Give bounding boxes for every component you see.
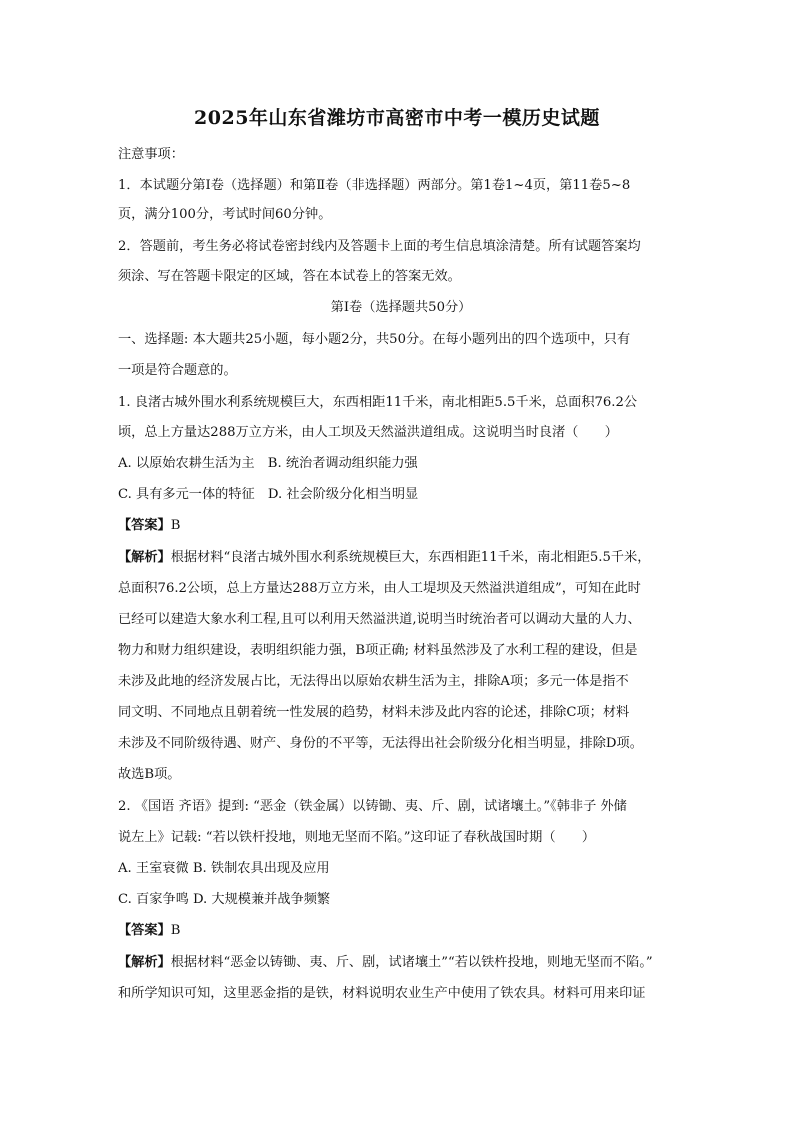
q1-analysis-line-3: 已经可以建造大象水利工程,且可以利用天然溢洪道,说明当时统治者可以调动大量的人力、: [118, 612, 641, 627]
notice-item-1-line-1: 1．本试题分第Ⅰ卷（选择题）和第Ⅱ卷（非选择题）两部分。第1卷1~4页，第11卷5~8: [118, 178, 631, 193]
notice-heading: 注意事项：: [118, 147, 184, 162]
q2-analysis-line-1: [118, 954, 684, 972]
q2-stem-line-2: 说左上》记载: “若以铁杆投地，则地无坚而不陷。”这印证了春秋战国时期（ ）: [118, 830, 596, 845]
q1-stem-line-1: 1. 良渚古城外围水利系统规模巨大，东西相距11千米，南北相距5.5千米，总面积76.2公: [118, 395, 638, 410]
page-title: 2025年山东省潍坊市高密市中考一模历史试题: [194, 107, 600, 129]
q1-analysis-line-1: [118, 549, 684, 567]
q1-analysis-line-2: 总面积76.2公顷，总上方量达288万立方米，由人工堤坝及天然溢洪道组成”，可知在此时: [118, 581, 641, 596]
q2-analysis-text-1: 根据材料“恶金以铸锄、夷、斤、剧，试诸壤土”“若以铁杵投地，则地无坚而不陷。”: [170, 955, 653, 970]
q2-answer-label: 【答案】: [118, 923, 171, 938]
notice-item-2-line-1: 2．答题前，考生务必将试卷密封线内及答题卡上面的考生信息填涂清楚。所有试题答案均: [118, 239, 641, 254]
q1-analysis-line-8: 故选B项。: [118, 767, 181, 782]
q2-options-line-1: A. 王室衰微 B. 铁制农具出现及应用: [118, 861, 330, 876]
q2-answer: [118, 922, 684, 940]
section-title: 第Ⅰ卷（选择题共50分）: [330, 300, 472, 315]
q1-answer: [118, 517, 684, 535]
q1-stem-line-2: 顷，总上方量达288万立方米，由人工坝及天然溢洪道组成。这说明当时良渚（ ）: [118, 425, 618, 440]
section-intro-line-2: 一项是符合题意的。: [118, 363, 237, 378]
q1-analysis-label: 【解析】: [118, 550, 171, 565]
notice-item-2-line-2: 须涂、写在答题卡限定的区域，答在本试卷上的答案无效。: [118, 269, 461, 284]
q1-answer-label: 【答案】: [118, 518, 171, 533]
q2-analysis-label: 【解析】: [118, 955, 171, 970]
q2-analysis-line-2: 和所学知识可知，这里恶金指的是铁，材料说明农业生产中使用了铁农具。材料可用来印证: [118, 986, 646, 1001]
q1-options-line-2: C. 具有多元一体的特征 D. 社会阶级分化相当明显: [118, 487, 419, 502]
q1-options-line-1: A. 以原始农耕生活为主 B. 统治者调动组织能力强: [118, 456, 418, 471]
q2-options-line-2: C. 百家争鸣 D. 大规模兼并战争频繁: [118, 892, 331, 907]
q2-answer-value: B: [170, 923, 181, 938]
q1-answer-value: B: [170, 518, 181, 533]
q2-stem-line-1: 2. 《国语 齐语》提到: “恶金（铁金属）以铸锄、夷、斤、剧，试诸壤土。”《韩非子 外储: [118, 799, 627, 814]
section-intro-line-1: 一、选择题: 本大题共25小题，每小题2分，共50分。在每小题列出的四个选项中，只有: [118, 332, 631, 347]
q1-analysis-line-6: 同文明、不同地点且朝着统一性发展的趋势，材料未涉及此内容的论述，排除C项；材料: [118, 705, 630, 720]
q1-analysis-line-7: 未涉及不同阶级待遇、财产、身份的不平等，无法得出社会阶级分化相当明显，排除D项。: [118, 736, 643, 751]
q1-analysis-text-1: 根据材料“良渚古城外围水利系统规模巨大，东西相距11千米，南北相距5.5千米，: [170, 550, 651, 565]
q1-analysis-line-5: 未涉及此地的经济发展占比，无法得出以原始农耕生活为主，排除A项；多元一体是指不: [118, 674, 629, 689]
notice-item-1-line-2: 页，满分100分，考试时间60分钟。: [118, 207, 332, 222]
q1-analysis-line-4: 物力和财力组织建设，表明组织能力强，B项正确; 材料虽然涉及了水利工程的建设，但是: [118, 643, 638, 658]
